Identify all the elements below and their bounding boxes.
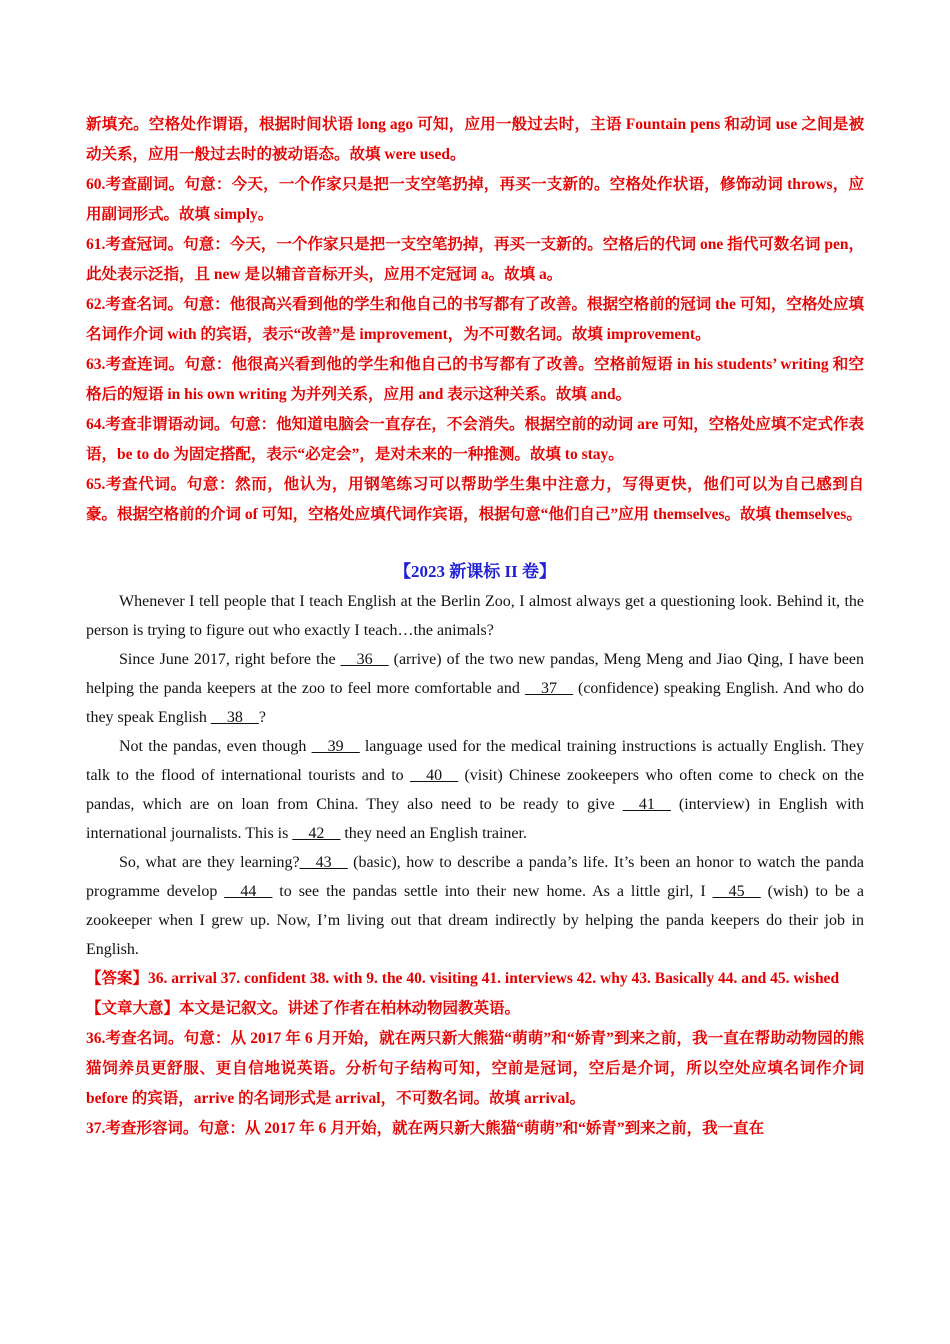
passage-paragraph-1: Whenever I tell people that I teach English at the Berlin Zoo, I almost always get a questioning look. Behind it, the person is trying to figure out who exactly I teach…the animals? bbox=[86, 593, 864, 639]
passage-paragraph-2 bbox=[86, 645, 864, 732]
passage-text: (basic), how to describe a panda’s life. It’s been an honor to watch the panda programme develop bbox=[86, 854, 865, 900]
explanation-61: 61.考查冠词。句意：今天，一个作家只是把一支空笔扔掉，再买一支新的。空格后的代词 one 指代可数名词 pen，此处表示泛指，且 new 是以辅音音标开头，应用不定冠词 a。故填 a。 bbox=[86, 236, 864, 283]
passage-text: (arrive) of the two new pandas, Meng Meng and Jiao Qing, I have been helping the panda keepers at the zoo to feel more comfortable and bbox=[86, 651, 864, 697]
explanation-37: 37.考查形容词。句意：从 2017 年 6 月开始，就在两只新大熊猫“萌萌”和“娇青”到来之前，我一直在 bbox=[86, 1120, 765, 1137]
blank-39: __39__ bbox=[311, 738, 360, 755]
explanation-59-continued: 新填充。空格处作谓语，根据时间状语 long ago 可知，应用一般过去时，主语 Fountain pens 和动词 use 之间是被动关系，应用一般过去时的被动语态。故填 were used。 bbox=[86, 116, 864, 163]
blank-37: __37__ bbox=[524, 680, 573, 697]
blank-45: __45__ bbox=[712, 883, 761, 900]
passage-text: language used for the medical training instructions is actually English. They talk to the flood of international tourists and to bbox=[86, 738, 865, 784]
blank-42: __42__ bbox=[292, 825, 341, 842]
explanation-63: 63.考查连词。句意：他很高兴看到他的学生和他自己的书写都有了改善。空格前短语 in his students’ writing 和空格后的短语 in his own writing 为并列关系，应用 and 表示这种关系。故填 and。 bbox=[86, 356, 864, 403]
passage-summary: 【文章大意】本文是记叙文。讲述了作者在柏林动物园教英语。 bbox=[86, 1000, 521, 1017]
passage-text: Since June 2017, right before the bbox=[119, 651, 341, 668]
blank-38: __38__ bbox=[210, 709, 259, 726]
section-title: 【2023 新课标 II 卷】 bbox=[394, 562, 556, 581]
passage-text: (interview) in English with international journalists. This is bbox=[86, 796, 865, 842]
document-page bbox=[86, 110, 864, 1144]
passage-paragraph-4 bbox=[86, 848, 864, 964]
explanation-64: 64.考查非谓语动词。句意：他知道电脑会一直存在，不会消失。根据空前的动词 are 可知，空格处应填不定式作表语，be to do 为固定搭配，表示“必定会”，是对未来的一种推测。故填 to stay。 bbox=[86, 416, 864, 463]
blank-43: __43__ bbox=[299, 854, 348, 871]
blank-36: __36__ bbox=[340, 651, 389, 668]
passage-text: Not the pandas, even though bbox=[119, 738, 312, 755]
passage-text: So, what are they learning? bbox=[119, 854, 300, 871]
passage-text: (confidence) speaking English. And who do they speak English bbox=[86, 680, 865, 726]
passage-paragraph-3 bbox=[86, 732, 864, 848]
passage-text: (visit) Chinese zookeepers who often come to check on the pandas, which are on loan from China. They also need to be ready to give bbox=[86, 767, 864, 813]
passage-text: to see the pandas settle into their new home. As a little girl, I bbox=[272, 883, 713, 900]
answer-key: 【答案】36. arrival 37. confident 38. with 9. the 40. visiting 41. interviews 42. why 43. Basically 44. and 45. wished bbox=[86, 970, 840, 987]
explanation-62: 62.考查名词。句意：他很高兴看到他的学生和他自己的书写都有了改善。根据空格前的冠词 the 可知，空格处应填名词作介词 with 的宾语，表示“改善”是 improvement，为不可数名词。故填 improvement。 bbox=[86, 296, 864, 343]
explanation-65: 65.考查代词。句意：然而，他认为，用钢笔练习可以帮助学生集中注意力，写得更快，他们可以为自己感到自豪。根据空格前的介词 of 可知，空格处应填代词作宾语，根据句意“他们自己”应用 themselves。故填 themselves。 bbox=[86, 476, 864, 523]
passage-text: ? bbox=[258, 709, 266, 726]
blank-44: __44__ bbox=[224, 883, 273, 900]
explanation-60: 60.考查副词。句意：今天，一个作家只是把一支空笔扔掉，再买一支新的。空格处作状语，修饰动词 throws，应用副词形式。故填 simply。 bbox=[86, 176, 864, 223]
passage-text: they need an English trainer. bbox=[340, 825, 527, 842]
explanation-36: 36.考查名词。句意：从 2017 年 6 月开始，就在两只新大熊猫“萌萌”和“娇青”到来之前，我一直在帮助动物园的熊猫饲养员更舒服、更自信地说英语。分析句子结构可知，空前是冠词，空后是介词，所以空处应填名词作介词 before 的宾语，arrive 的名词形式是 arrival，不可数名词。故填 arrival。 bbox=[86, 1030, 864, 1107]
passage-text: (wish) to be a zookeeper when I grew up. Now, I’m living out that dream indirectly by helping the panda keepers do their job in English. bbox=[86, 883, 865, 958]
blank-41: __41__ bbox=[622, 796, 671, 813]
blank-40: __40__ bbox=[410, 767, 459, 784]
